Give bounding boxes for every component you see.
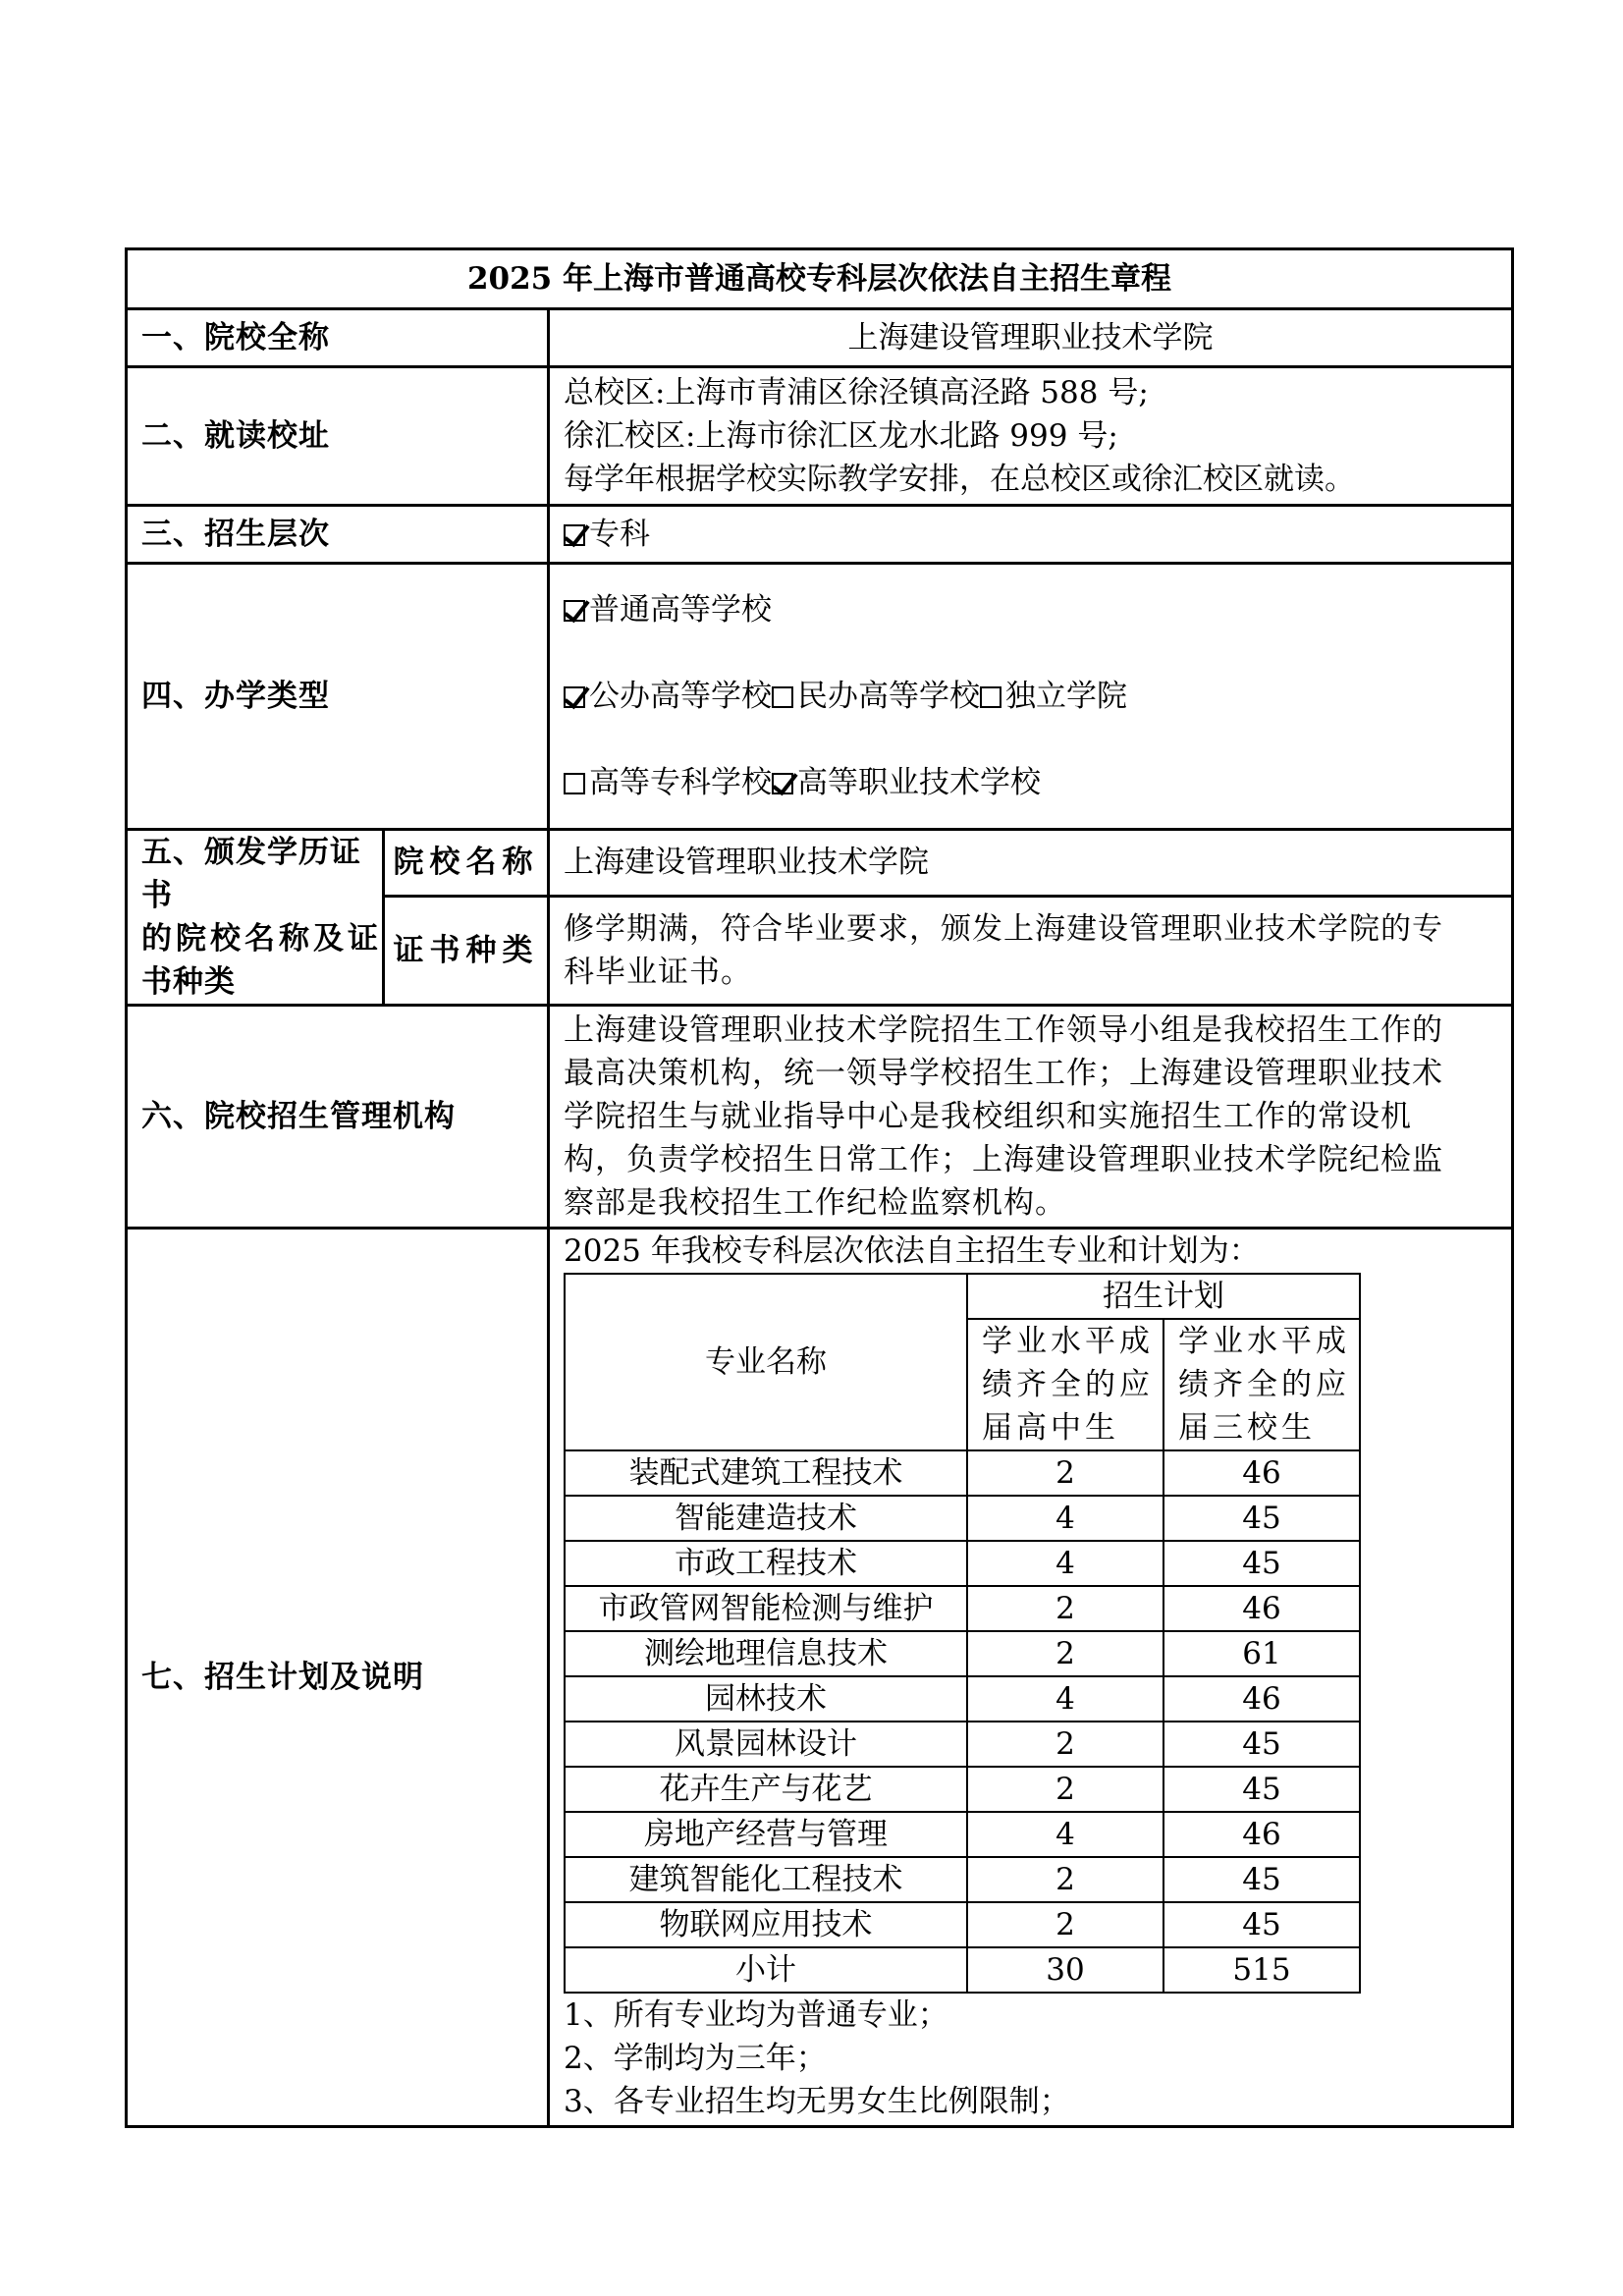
cell-major-name: 市政管网智能检测与维护 [565, 1586, 967, 1631]
option-independent: 独立学院 [980, 675, 1127, 718]
cell-major-name: 智能建造技术 [565, 1496, 967, 1541]
cell-major-name: 花卉生产与花艺 [565, 1767, 967, 1812]
admin-line: 构，负责学校招生日常工作；上海建设管理职业技术学院纪检监 [564, 1142, 1443, 1177]
checkbox-checked-icon [564, 686, 585, 708]
type-line-3 [564, 739, 1497, 826]
label-school-name: 一、院校全称 [127, 309, 549, 367]
label-type: 四、办学类型 [127, 564, 549, 830]
cell-sanxiao-count: 45 [1163, 1541, 1360, 1586]
cell-sanxiao-count: 46 [1163, 1676, 1360, 1722]
label-level: 三、招生层次 [127, 506, 549, 564]
table-row [565, 1676, 1360, 1722]
option-vocational: 高等职业技术学校 [772, 761, 1041, 804]
label-address: 二、就读校址 [127, 367, 549, 506]
cell-major-name: 物联网应用技术 [565, 1902, 967, 1947]
value-plan [549, 1229, 1513, 2127]
cell-sanxiao-count: 45 [1163, 1902, 1360, 1947]
cell-highschool-count: 2 [967, 1902, 1163, 1947]
cell-highschool-count: 4 [967, 1541, 1163, 1586]
cell-highschool-count: 2 [967, 1767, 1163, 1812]
table-row [565, 1631, 1360, 1676]
value-type [549, 564, 1513, 830]
admission-charter-table [125, 247, 1514, 2128]
cell-major-name: 房地产经营与管理 [565, 1812, 967, 1857]
label-admin: 六、院校招生管理机构 [127, 1006, 549, 1229]
cell-sanxiao-count: 46 [1163, 1450, 1360, 1496]
cell-major-name: 测绘地理信息技术 [565, 1631, 967, 1676]
cell-highschool-count: 4 [967, 1496, 1163, 1541]
option-zhuanke: 专科 [564, 513, 650, 556]
cell-sanxiao-count: 515 [1163, 1947, 1360, 1993]
table-row [565, 1450, 1360, 1496]
cell-highschool-count: 2 [967, 1586, 1163, 1631]
cell-sanxiao-count: 61 [1163, 1631, 1360, 1676]
address-line: 徐汇校区:上海市徐汇区龙水北路 999 号; [564, 418, 1118, 454]
cell-major-name: 园林技术 [565, 1676, 967, 1722]
plan-rows [565, 1450, 1360, 1993]
checkbox-checked-icon [772, 773, 793, 794]
subtotal-row [565, 1947, 1360, 1993]
value-address [549, 367, 1513, 506]
table-row [565, 1857, 1360, 1902]
cell-highschool-count: 30 [967, 1947, 1163, 1993]
table-row [565, 1722, 1360, 1767]
cell-highschool-count: 2 [967, 1631, 1163, 1676]
cell-sanxiao-count: 46 [1163, 1812, 1360, 1857]
type-line-1 [564, 567, 1497, 653]
document-title: 2025 年上海市普通高校专科层次依法自主招生章程 [127, 249, 1513, 309]
value-admin [549, 1006, 1513, 1229]
enrollment-plan-table [564, 1273, 1361, 1994]
label-certificate: 五、颁发学历证书 的院校名称及证 书种类 [127, 830, 384, 1006]
cell-major-name: 市政工程技术 [565, 1541, 967, 1586]
option-private: 民办高等学校 [772, 675, 980, 718]
type-line-2 [564, 653, 1497, 739]
note-line: 1、所有专业均为普通专业； [564, 1997, 948, 2033]
checkbox-empty-icon [564, 773, 585, 794]
checkbox-empty-icon [772, 686, 793, 708]
table-row [565, 1541, 1360, 1586]
option-junior-college: 高等专科学校 [564, 761, 772, 804]
header-col-sanxiao: 学业水平成 绩齐全的应 届三校生 [1163, 1319, 1360, 1450]
option-general: 普通高等学校 [564, 588, 772, 631]
note-line: 3、各专业招生均无男女生比例限制； [564, 2084, 1070, 2119]
checkbox-checked-icon [564, 600, 585, 622]
value-school-name: 上海建设管理职业技术学院 [549, 309, 1513, 367]
admin-line: 学院招生与就业指导中心是我校组织和实施招生工作的常设机 [564, 1099, 1412, 1134]
admin-line: 最高决策机构，统一领导学校招生工作；上海建设管理职业技术 [564, 1056, 1443, 1091]
value-cert-school: 上海建设管理职业技术学院 [549, 830, 1513, 897]
header-plan: 招生计划 [967, 1274, 1360, 1319]
plan-intro: 2025 年我校专科层次依法自主招生专业和计划为： [564, 1233, 1260, 1269]
table-row [565, 1902, 1360, 1947]
table-row [565, 1586, 1360, 1631]
note-line: 2、学制均为三年； [564, 2041, 827, 2076]
checkbox-checked-icon [564, 524, 585, 546]
cell-highschool-count: 2 [967, 1450, 1163, 1496]
value-level [549, 506, 1513, 564]
admin-line: 察部是我校招生工作纪检监察机构。 [564, 1185, 1066, 1221]
table-row [565, 1496, 1360, 1541]
table-row [565, 1812, 1360, 1857]
cell-sanxiao-count: 46 [1163, 1586, 1360, 1631]
cell-sanxiao-count: 45 [1163, 1857, 1360, 1902]
header-major-name: 专业名称 [565, 1274, 967, 1450]
cell-major-name: 装配式建筑工程技术 [565, 1450, 967, 1496]
label-cert-type: 证书种类 [384, 896, 549, 1005]
cell-highschool-count: 4 [967, 1812, 1163, 1857]
table-row [565, 1767, 1360, 1812]
cell-sanxiao-count: 45 [1163, 1722, 1360, 1767]
option-public: 公办高等学校 [564, 675, 772, 718]
cell-sanxiao-count: 45 [1163, 1767, 1360, 1812]
cell-major-name: 建筑智能化工程技术 [565, 1857, 967, 1902]
cell-highschool-count: 2 [967, 1857, 1163, 1902]
cell-highschool-count: 4 [967, 1676, 1163, 1722]
header-col-highschool: 学业水平成 绩齐全的应 届高中生 [967, 1319, 1163, 1450]
admin-line: 上海建设管理职业技术学院招生工作领导小组是我校招生工作的 [564, 1012, 1443, 1048]
value-cert-type: 修学期满，符合毕业要求，颁发上海建设管理职业技术学院的专 科毕业证书。 [549, 896, 1513, 1005]
label-plan: 七、招生计划及说明 [127, 1229, 549, 2127]
checkbox-empty-icon [980, 686, 1001, 708]
cell-major-name: 小计 [565, 1947, 967, 1993]
cell-highschool-count: 2 [967, 1722, 1163, 1767]
address-line: 总校区:上海市青浦区徐泾镇高泾路 588 号; [564, 375, 1149, 410]
cell-sanxiao-count: 45 [1163, 1496, 1360, 1541]
address-line: 每学年根据学校实际教学安排，在总校区或徐汇校区就读。 [564, 462, 1355, 497]
cell-major-name: 风景园林设计 [565, 1722, 967, 1767]
label-cert-school: 院校名称 [384, 830, 549, 897]
